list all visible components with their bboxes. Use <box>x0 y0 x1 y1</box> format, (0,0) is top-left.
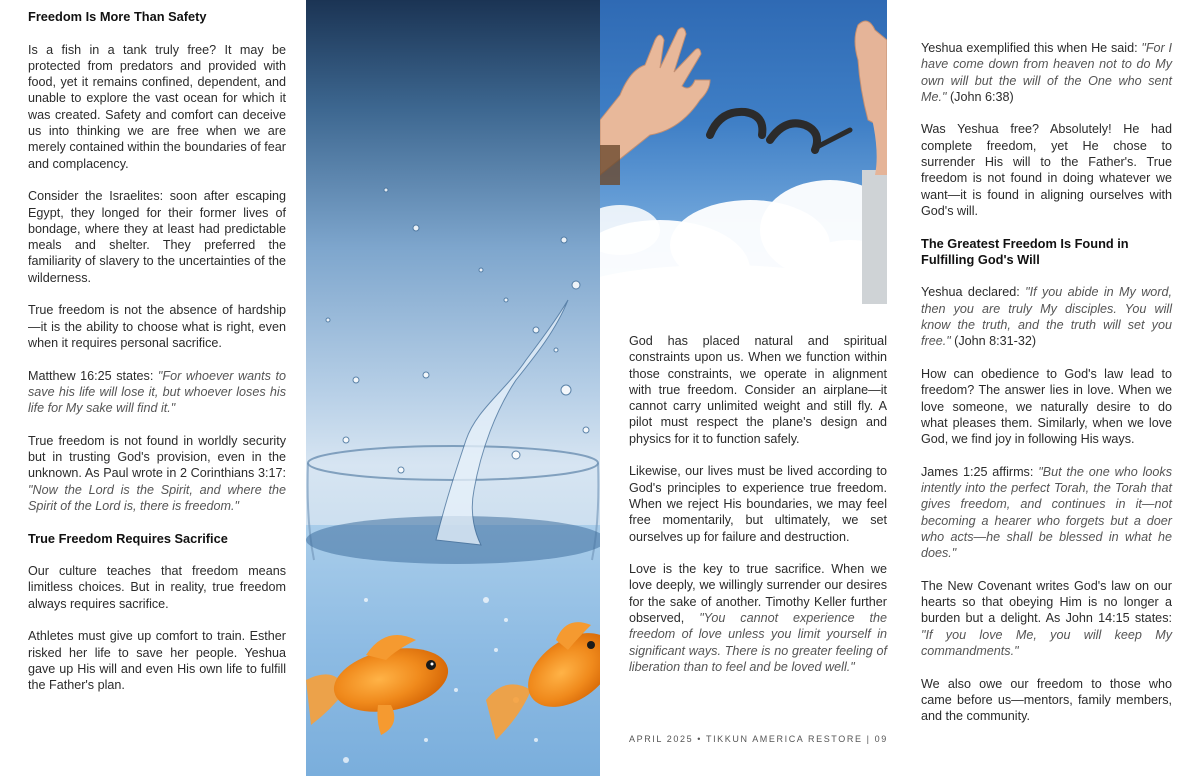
page-footer: APRIL 2025 • TIKKUN AMERICA RESTORE | 09 <box>629 734 888 744</box>
section-heading-greatest-freedom: The Greatest Freedom Is Found in Fulfilling God's Will <box>921 235 1129 267</box>
paragraph: We also owe our freedom to those who came before us—mentors, family members, and the community. <box>921 676 1172 724</box>
broken-handcuffs-icon <box>710 112 850 150</box>
scripture-reference: James 1:25 affirms: <box>921 464 1039 479</box>
scripture-quote: "For whoever wants to save his life will lose it, but whoever loses his life for My sake will find it." <box>28 368 286 416</box>
scripture-quote: "If you love Me, you will keep My commandments." <box>921 627 1172 658</box>
broken-handcuffs-image <box>600 0 887 304</box>
keller-quote: "You cannot experience the freedom of love unless you limit yourself in significant ways. There is no greater feeling of liberation than to feel and be loved well." <box>629 611 887 674</box>
paragraph: How can obedience to God's law lead to freedom? The answer lies in love. When we love someone, we naturally desire to do what pleases them. Similarly, when we love God, we find joy in following His ways. <box>921 366 1172 447</box>
paragraph <box>921 40 1172 105</box>
fish-jumping-image <box>306 0 600 776</box>
paragraph <box>629 561 887 675</box>
section-heading-sacrifice: True Freedom Requires Sacrifice <box>28 530 228 546</box>
paragraph <box>28 433 286 514</box>
scripture-reference: (John 8:31-32) <box>950 334 1037 349</box>
paragraph-text: The New Covenant writes God's law on our hearts so that obeying Him is no longer a burden but a delight. As John 14:15 states: <box>921 578 1172 626</box>
article-column-1 <box>28 9 286 710</box>
clouds <box>600 180 887 304</box>
paragraph: Athletes must give up comfort to train. Esther risked her life to save her people. Yeshua gave up His will and even His own life to fulfill the Father's plan. <box>28 629 286 693</box>
fish-bowl-illustration <box>306 0 600 776</box>
paragraph: True freedom is not the absence of hardship—it is the ability to choose what is right, even when it requires personal sacrifice. <box>28 303 286 350</box>
scripture-quote: "But the one who looks intently into the perfect Torah, the Torah that gives freedom, and continues in it—not becoming a hearer who forgets but a doer who acts—he shall be blessed in what he does." <box>921 464 1172 561</box>
paragraph: Likewise, our lives must be lived according to God's principles to experience true freedom. When we reject His boundaries, we may feel free momentarily, but ultimately, we set ourselves up for failure and destruction. <box>629 464 887 544</box>
paragraph: Our culture teaches that freedom means limitless choices. But in reality, true freedom always requires sacrifice. <box>28 564 286 611</box>
paragraph <box>921 284 1172 349</box>
article-column-4 <box>921 40 1172 741</box>
paragraph-text: Love is the key to true sacrifice. When we love deeply, we willingly surrender our desires for the sake of another. Timothy Keller further observed, <box>629 562 887 626</box>
scripture-quote: "If you abide in My word, then you are truly My disciples. You will know the truth, and the truth will set you free." <box>921 285 1172 349</box>
paragraph: Was Yeshua free? Absolutely! He had complete freedom, yet He chose to surrender His will to the Father's. True freedom is not found in doing whatever we want—it is found in aligning ourselves with God's will. <box>921 122 1172 218</box>
article-column-3 <box>629 333 887 692</box>
sleeve <box>862 170 887 304</box>
bowl-rim <box>308 446 598 480</box>
section-heading-freedom-safety: Freedom Is More Than Safety <box>28 9 207 24</box>
paragraph <box>28 368 286 417</box>
scripture-reference: (John 6:38) <box>946 89 1014 104</box>
paragraph-text: Yeshua exemplified this when He said: <box>921 41 1142 55</box>
scripture-quote: "For I have come down from heaven not to do My own will but the will of the One who sent Me." <box>921 41 1173 104</box>
water-splash <box>436 300 568 545</box>
paragraph <box>921 464 1172 562</box>
paragraph: Is a fish in a tank truly free? It may be protected from predators and provided with food, yet it remains confined, dependent, and unable to explore the vast ocean for which it was created. Safety and comfort can deceive us into thinking we are free when we are merely contained within the boundaries of fear and complacency. <box>28 42 286 171</box>
scripture-reference: Matthew 16:25 states: <box>28 368 158 383</box>
paragraph-text: True freedom is not found in worldly security but in trusting God's provision, even in the unknown. As Paul wrote in 2 Corinthians 3:17: <box>28 433 286 481</box>
paragraph: Consider the Israelites: soon after escaping Egypt, they longed for their former lives of bondage, where they at least had predictable meals and shelter. They preferred the familiarity of slavery to the uncertainties of the wilderness. <box>28 189 286 285</box>
sky-illustration <box>600 0 887 304</box>
left-hand <box>600 28 710 185</box>
paragraph <box>921 578 1172 659</box>
scripture-quote: "Now the Lord is the Spirit, and where the Spirit of the Lord is, there is freedom." <box>28 482 286 513</box>
paragraph: God has placed natural and spiritual constraints upon us. When we function within those constraints, we operate in alignment with true freedom. Consider an airplane—it cannot carry unlimited weight and still fly. A pilot must respect the plane's design and physics for it to function safely. <box>629 334 887 446</box>
paragraph-text: Yeshua declared: <box>921 285 1026 300</box>
